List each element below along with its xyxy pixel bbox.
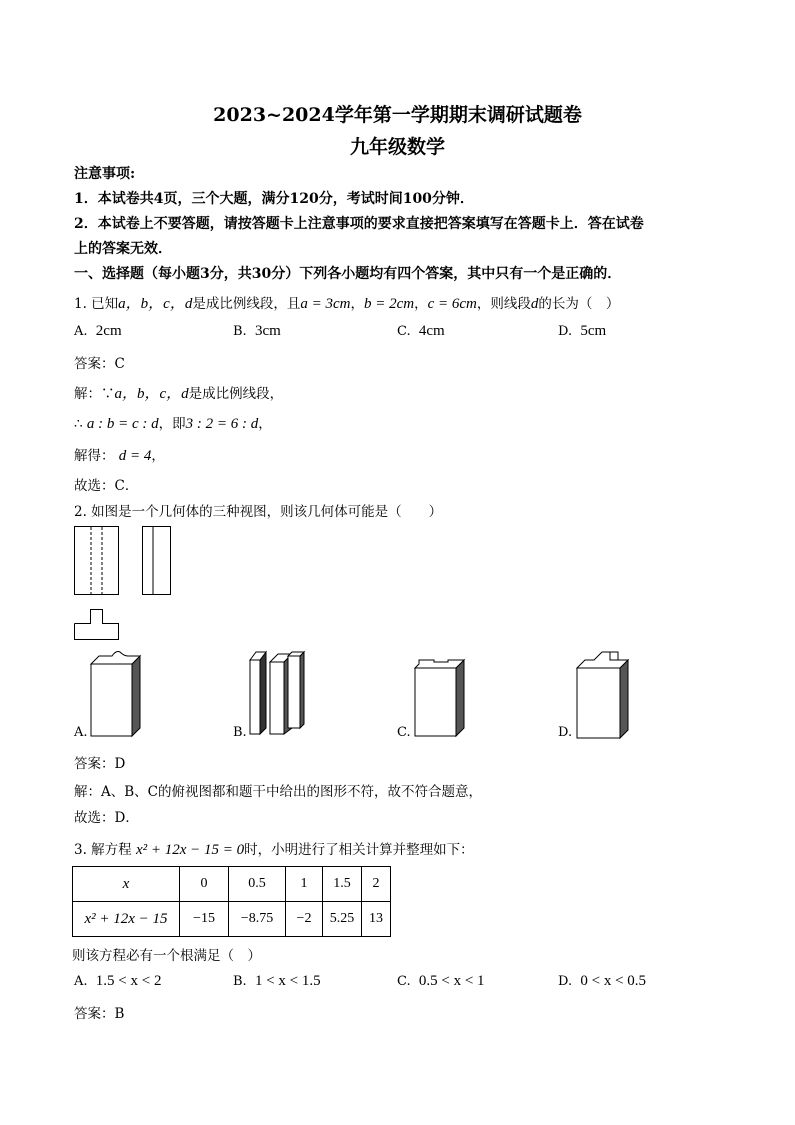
q1-option-d [558,323,606,340]
notice-item-2-line-1: 2．本试卷上不要答题，请按答题卡上注意事项的要求直接把答案填写在答题卡上．答在试卷 [74,216,644,232]
table-cell: 5.25 [323,902,362,937]
q3-prefix: 3. 解方程 [74,842,132,858]
notice-item-1: 1．本试卷共4页，三个大题，满分120分，考试时间100分钟． [74,191,474,207]
table-cell: −15 [180,902,229,937]
q2-option-b-figure [248,648,308,738]
option-value: 3cm [254,323,281,339]
q2-option-a-figure [90,648,142,738]
q3-tail: 时，小明进行了相关计算并整理如下： [244,842,474,858]
q3-option-d [558,973,646,990]
q1-stem: 1. 已知a，b，c，d是成比例线段，且a = 3cm，b = 2cm，c = 6cm，则线段d的长为（ ） [74,296,620,312]
q1-d-var: d [530,296,539,312]
q2-option-c: C. [397,725,411,740]
option-letter: D. [558,974,573,989]
sol-num: 3 : 2 = 6 : d [185,416,259,432]
q2-option-a: A. [74,725,88,740]
option-value: 1 < x < 1.5 [254,973,321,989]
q2-option-c-figure [414,656,466,740]
option-value: 0 < x < 0.5 [580,973,647,989]
option-letter: A. [74,324,88,339]
q2-option-d-figure [576,650,632,740]
table-row [73,902,391,937]
q1-solution-line-1 [74,382,283,403]
q1-tail-1: ，则线段 [476,296,531,312]
sol-ratio: a : b = c : d [86,416,159,432]
q1-answer: 答案：C [74,356,125,372]
option-letter: C. [397,974,411,989]
option-letter: C. [397,324,411,339]
q1-option-a [74,323,122,340]
section-1-heading: 一、选择题（每小题3分，共30分）下列各小题均有四个答案，其中只有一个是正确的． [74,266,622,282]
q2-stem: 2. 如图是一个几何体的三种视图，则该几何体可能是（ ） [74,504,443,520]
q1-tail-2: 的长为（ ） [538,296,620,312]
q3-equation: x² + 12x − 15 = 0 [135,842,245,858]
table-row [73,867,391,902]
q3-answer: 答案：B [74,1006,125,1022]
table-cell: 2 [362,867,391,902]
notice-item-2-line-2: 上的答案无效． [74,241,172,257]
notice-heading: 注意事项: [74,166,136,182]
q1-solution-line-3 [74,444,165,465]
q3-stem [74,838,474,859]
sol-tail: 是成比例线段， [188,386,284,402]
option-letter: D. [558,324,573,339]
table-cell: −8.75 [229,902,286,937]
sol-tail: ， [258,416,272,432]
q3-option-a [74,973,161,990]
sol-tail: ， [151,448,165,464]
sol-prefix: 解得： [74,448,115,464]
q3-value-table [72,866,391,937]
option-letter: A. [74,974,88,989]
table-cell: 0 [180,867,229,902]
q1-option-b [233,323,281,340]
option-letter: B. [233,974,247,989]
table-cell: 0.5 [229,867,286,902]
q3-option-c [397,973,485,990]
option-value: 0.5 < x < 1 [418,973,485,989]
table-cell: −2 [286,902,323,937]
table-cell: x² + 12x − 15 [73,902,180,937]
exam-title: 2023~2024学年第一学期期末调研试题卷 [213,104,582,126]
table-cell: 1 [286,867,323,902]
q1-prefix: 1. 已知 [74,296,119,312]
exam-subtitle: 九年级数学 [349,136,445,158]
table-cell: x [73,867,180,902]
top-view-figure [74,609,120,641]
q1-vars: a，b，c，d [118,296,193,312]
q1-c-value: c = 6cm [427,296,477,312]
q1-b-value: b = 2cm [363,296,415,312]
option-letter: B. [233,324,247,339]
front-view-figure [74,526,120,596]
option-value: 1.5 < x < 2 [95,973,162,989]
q2-final: 故选：D． [74,810,139,826]
option-value: 2cm [95,323,122,339]
option-value: 5cm [580,323,607,339]
side-view-figure [142,526,172,596]
sol-value: d = 4 [118,448,152,464]
table-cell: 1.5 [323,867,362,902]
q3-question: 则该方程必有一个根满足（ ） [72,948,261,964]
table-cell: 13 [362,902,391,937]
q2-answer: 答案：D [74,756,126,772]
q1-solution-line-2 [74,412,272,433]
q1-mid: 是成比例线段，且 [192,296,301,312]
q3-option-b [233,973,321,990]
q2-solution: 解：A、B、C的俯视图都和题干中给出的图形不符，故不符合题意， [74,784,482,800]
q1-final: 故选：C． [74,478,139,494]
sol-prefix: 解：∵ [74,386,115,402]
sol-vars: a，b，c，d [114,386,189,402]
sol-mid: ，即 [158,416,186,432]
q1-a-value: a = 3cm [300,296,351,312]
option-value: 4cm [418,323,445,339]
q2-option-d: D. [558,725,573,740]
q2-option-b: B. [233,725,247,740]
sol-prefix: ∴ [74,416,83,432]
q1-option-c [397,323,445,340]
